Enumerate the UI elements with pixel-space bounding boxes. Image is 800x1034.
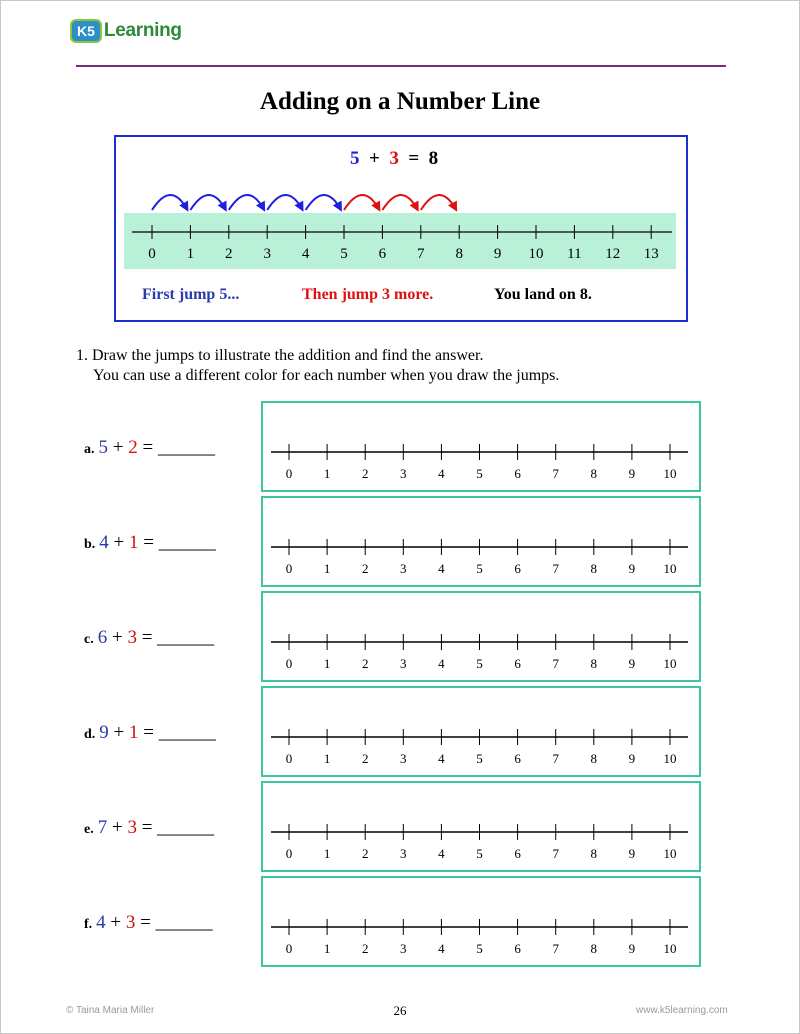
example-tick-label: 4 [301, 246, 310, 262]
example-addend2: 3 [389, 148, 399, 169]
problem-equals: = [140, 912, 151, 933]
exercise-tick-label: 1 [323, 941, 331, 956]
exercise-tick-label: 2 [361, 561, 369, 576]
problem-equals: = [143, 722, 154, 743]
exercise-tick-label: 9 [628, 466, 636, 481]
exercise-tick-label: 7 [552, 466, 559, 481]
example-tick-label: 0 [148, 246, 156, 262]
exercise-tick-label: 9 [628, 656, 636, 671]
exercise-tick-label: 1 [323, 846, 331, 861]
exercise-tick-label: 2 [361, 846, 369, 861]
exercise-tick-label: 9 [628, 561, 636, 576]
exercise-tick-label: 6 [514, 751, 521, 766]
caption-first-jump: First jump 5... [142, 286, 240, 303]
exercise-tick-label: 5 [476, 751, 483, 766]
exercise-tick-label: 8 [590, 846, 598, 861]
problem-equals: = [142, 437, 154, 458]
problem-equals: = [141, 627, 153, 648]
exercise-tick-label: 0 [285, 561, 293, 576]
example-tick-label: 9 [493, 246, 502, 262]
problem-addend2: 1 [129, 722, 139, 743]
example-tick-label: 7 [417, 246, 425, 262]
example-tick-label: 12 [605, 246, 621, 262]
exercise-tick-label: 7 [552, 846, 559, 861]
example-tick-label: 13 [643, 246, 659, 262]
problem-equals: = [143, 532, 154, 553]
exercise-tick-label: 1 [323, 561, 331, 576]
exercise-tick-label: 10 [663, 561, 677, 576]
problem-addend1: 9 [99, 722, 109, 743]
answer-blank[interactable]: ______ [157, 437, 215, 458]
exercise-tick-label: 2 [361, 941, 369, 956]
problem-plus: + [110, 912, 122, 933]
answer-blank[interactable]: ______ [158, 532, 216, 553]
exercise-tick-label: 4 [438, 656, 445, 671]
problem-addend1: 5 [98, 437, 108, 458]
exercise-tick-label: 0 [285, 846, 293, 861]
exercise-tick-label: 6 [514, 561, 521, 576]
example-equals: = [408, 148, 420, 169]
exercise-tick-label: 1 [323, 751, 331, 766]
exercise-tick-label: 3 [400, 466, 407, 481]
page-title: Adding on a Number Line [259, 88, 541, 115]
exercise-tick-label: 0 [285, 656, 293, 671]
exercise-tick-label: 5 [476, 846, 483, 861]
exercise-tick-label: 4 [438, 846, 445, 861]
exercise-tick-label: 9 [628, 846, 636, 861]
problem-letter: c. [84, 632, 94, 647]
problem-addend1: 4 [99, 532, 109, 553]
exercise-tick-label: 1 [323, 656, 331, 671]
exercise-tick-label: 7 [552, 656, 559, 671]
problem-addend1: 4 [96, 912, 106, 933]
answer-blank[interactable]: ______ [158, 722, 216, 743]
exercise-tick-label: 7 [552, 941, 559, 956]
exercise-tick-label: 6 [514, 941, 521, 956]
exercise-tick-label: 4 [438, 751, 445, 766]
jump-arrow-second [344, 195, 379, 210]
exercise-tick-label: 9 [628, 941, 636, 956]
exercise-tick-label: 5 [476, 466, 483, 481]
page-number: 26 [393, 1003, 407, 1018]
example-tick-label: 5 [340, 246, 348, 262]
exercise-tick-label: 3 [400, 941, 407, 956]
exercise-tick-label: 10 [663, 846, 677, 861]
exercise-tick-label: 3 [400, 751, 407, 766]
exercise-tick-label: 7 [552, 751, 559, 766]
example-tick-label: 10 [528, 246, 544, 262]
exercise-tick-label: 8 [590, 941, 598, 956]
jump-arrow-first [229, 195, 264, 210]
problem-addend1: 6 [97, 627, 108, 648]
logo-text: Learning [103, 20, 182, 41]
problem-letter: d. [84, 727, 96, 742]
problem-plus: + [113, 722, 125, 743]
jump-arrow-first [190, 195, 225, 210]
jump-arrow-first [306, 195, 341, 210]
example-tick-label: 8 [455, 246, 463, 262]
example-tick-label: 3 [263, 246, 271, 262]
exercise-tick-label: 3 [400, 561, 407, 576]
instruction-line-2: You can use a different color for each number when you draw the jumps. [93, 367, 560, 384]
example-tick-label: 11 [567, 246, 582, 262]
exercise-tick-label: 5 [476, 941, 483, 956]
problem-addend2: 3 [127, 817, 137, 838]
jump-arrow-second [382, 195, 417, 210]
example-tick-label: 2 [225, 246, 233, 262]
exercise-tick-label: 4 [438, 941, 445, 956]
exercise-tick-label: 0 [285, 751, 293, 766]
example-sum: 8 [428, 148, 439, 169]
exercise-tick-label: 3 [400, 656, 407, 671]
answer-blank[interactable]: ______ [157, 627, 215, 648]
exercise-tick-label: 4 [438, 466, 445, 481]
exercise-tick-label: 1 [323, 466, 331, 481]
exercise-tick-label: 2 [361, 751, 369, 766]
exercise-tick-label: 10 [663, 466, 677, 481]
example-tick-label: 6 [378, 246, 387, 262]
problem-addend2: 3 [125, 912, 136, 933]
answer-blank[interactable]: ______ [157, 817, 215, 838]
example-tick-label: 1 [186, 246, 195, 262]
exercise-tick-label: 5 [476, 656, 483, 671]
footer-website[interactable]: www.k5learning.com [636, 1005, 728, 1016]
exercise-tick-label: 10 [663, 656, 677, 671]
exercise-tick-label: 0 [285, 941, 293, 956]
jump-arrow-second [421, 195, 456, 210]
problem-equals: = [141, 817, 153, 838]
jump-arrow-first [152, 195, 187, 210]
problem-addend1: 7 [97, 817, 108, 838]
exercise-tick-label: 5 [476, 561, 483, 576]
exercise-tick-label: 8 [590, 751, 598, 766]
exercise-tick-label: 6 [514, 846, 521, 861]
exercise-tick-label: 2 [361, 656, 369, 671]
logo-badge: K5 [70, 19, 102, 43]
problem-letter: a. [84, 442, 95, 457]
jump-arrow-first [267, 195, 302, 210]
problem-plus: + [111, 817, 123, 838]
exercise-tick-label: 8 [590, 466, 598, 481]
exercise-tick-label: 2 [361, 466, 369, 481]
problem-addend2: 1 [129, 532, 139, 553]
exercise-tick-label: 4 [438, 561, 445, 576]
problem-plus: + [112, 437, 124, 458]
exercise-tick-label: 6 [514, 466, 521, 481]
caption-then-jump: Then jump 3 more. [302, 286, 434, 303]
problem-letter: f. [84, 917, 93, 932]
problem-plus: + [111, 627, 123, 648]
exercise-tick-label: 8 [590, 561, 598, 576]
answer-blank[interactable]: ______ [155, 912, 213, 933]
problem-addend2: 2 [128, 437, 138, 458]
exercise-tick-label: 7 [552, 561, 559, 576]
footer-copyright: © Taina Maria Miller [66, 1005, 155, 1016]
example-plus: + [369, 148, 380, 169]
example-band [124, 213, 676, 269]
problem-addend2: 3 [127, 627, 137, 648]
example-addend1: 5 [350, 148, 360, 169]
problem-letter: e. [84, 822, 94, 837]
problem-letter: b. [84, 537, 96, 552]
caption-land-on: You land on 8. [494, 286, 592, 303]
instruction-line-1: 1. Draw the jumps to illustrate the addition and find the answer. [76, 347, 484, 364]
exercise-tick-label: 8 [590, 656, 598, 671]
exercise-tick-label: 9 [628, 751, 636, 766]
exercise-tick-label: 10 [663, 941, 677, 956]
exercise-tick-label: 6 [514, 656, 521, 671]
problem-plus: + [113, 532, 125, 553]
exercise-tick-label: 3 [400, 846, 407, 861]
exercise-tick-label: 0 [285, 466, 293, 481]
exercise-tick-label: 10 [663, 751, 677, 766]
